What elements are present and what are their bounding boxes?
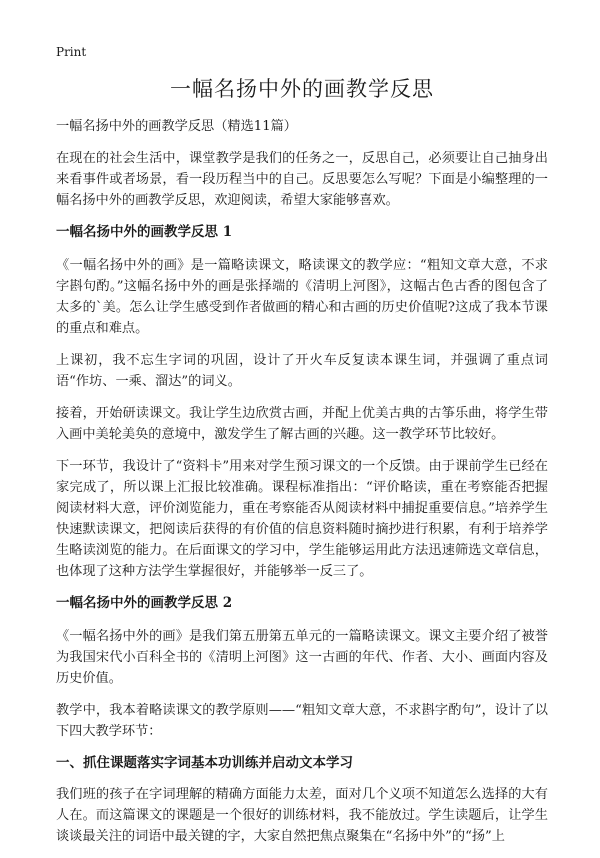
intro-paragraph: 在现在的社会生活中，课堂教学是我们的任务之一，反思自己，必须要让自己抽身出来看事件或者场景，看一段历程当中的自己。反思要怎么写呢？下面是小编整理的一幅名扬中外的画教学反思，欢迎阅读，希望大家能够喜欢。 — [56, 151, 548, 208]
page-title: 一幅名扬中外的画教学反思 — [170, 77, 434, 101]
section-heading-2: 一幅名扬中外的画教学反思 2 — [56, 595, 233, 611]
article-body — [56, 116, 548, 858]
section-heading-1: 一幅名扬中外的画教学反思 1 — [56, 224, 233, 240]
section-2-paragraph: 《一幅名扬中外的画》是我们第五册第五单元的一篇略读课文。课文主要介绍了被誉为我国宋代小百科全书的《清明上河图》这一古画的年代、作者、大小、画面内容及历史价值。 — [56, 629, 548, 686]
section-2-paragraph: 教学中，我本着略读课文的教学原则——“粗知文章大意，不求斟字酌句”，设计了以下四大教学环节： — [56, 703, 548, 739]
subsection-paragraph: 我们班的孩子在字词理解的精确方面能力太差，面对几个义项不知道怎么选择的大有人在。而这篇课文的课题是一个很好的训练材料，我不能放过。学生读题后，让学生谈谈最关注的词语中最关键的字，大家自然把焦点聚集在“名扬中外”的“扬”上 — [56, 787, 548, 844]
section-1-paragraph: 接着，开始研读课文。我让学生边欣赏古画，并配上优美古典的古筝乐曲，将学生带入画中美轮美奂的意境中，激发学生了解古画的兴趣。这一教学环节比较好。 — [56, 406, 548, 442]
article-subtitle: 一幅名扬中外的画教学反思（精选11篇） — [56, 119, 297, 134]
section-1-paragraph: 下一环节，我设计了“资料卡”用来对学生预习课文的一个反馈。由于课前学生已经在家完成了，所以课上汇报比较准确。课程标准指出：“评价略读，重在考察能否把握阅读材料大意，评价浏览能力，重在考察能否从阅读材料中捕捉重要信息。”培养学生快速默读课文，把阅读后获得的有价值的信息资料随时摘抄进行积累，有利于培养学生略读浏览的能力。在后面课文的学习中，学生能够运用此方法迅速筛选文章信息，也体现了这种方法学生掌握很好，并能够举一反三了。 — [56, 459, 548, 579]
print-link[interactable]: Print — [56, 45, 87, 59]
subsection-heading: 一、抓住课题落实字词基本功训练并启动文本学习 — [56, 755, 353, 771]
section-1-paragraph: 《一幅名扬中外的画》是一篇略读课文，略读课文的教学应：“粗知文章大意，不求字斟句酌。”这幅名扬中外的画是张择端的《清明上河图》，这幅古色古香的图包含了太多的`美。怎么让学生感受到作者做画的精心和古画的历史价值呢?这成了我本节课的重点和难点。 — [56, 258, 548, 336]
section-1-paragraph: 上课初，我不忘生字词的巩固，设计了开火车反复读本课生词，并强调了重点词语“作坊、一乘、溜达”的词义。 — [56, 353, 548, 389]
